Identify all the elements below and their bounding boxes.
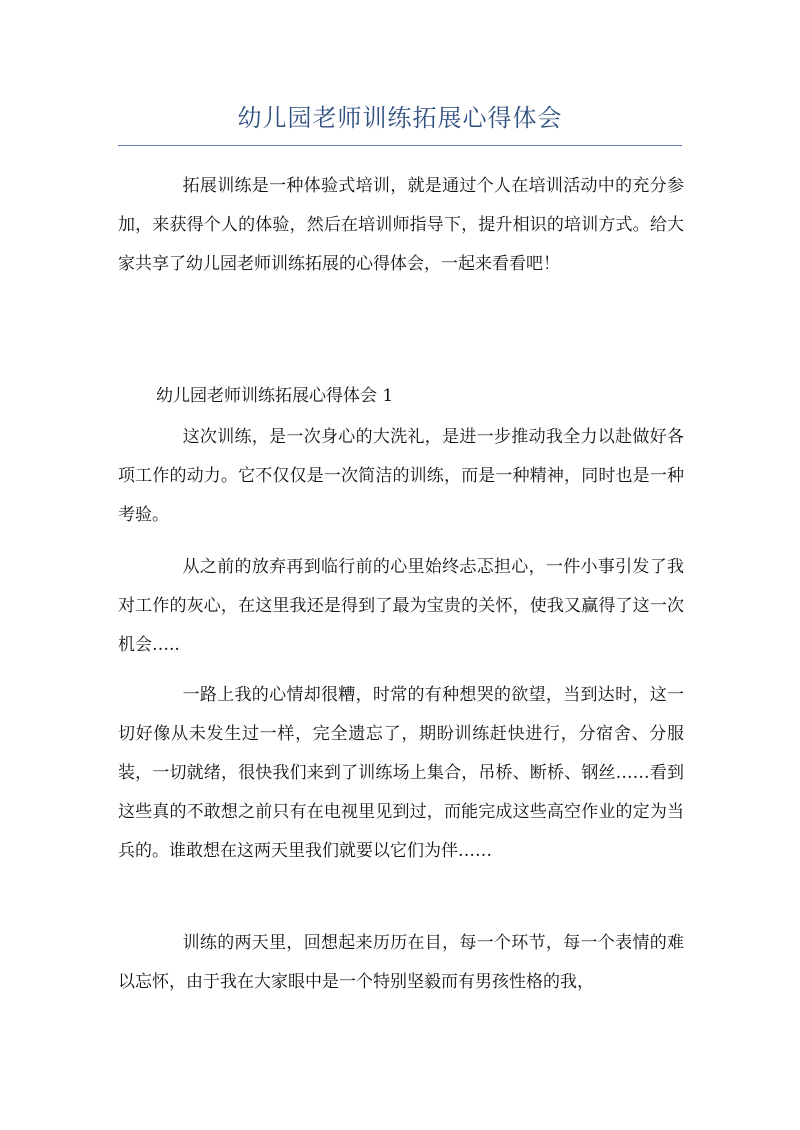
intro-paragraph: 拓展训练是一种体验式培训，就是通过个人在培训活动中的充分参加，来获得个人的体验，然后在培训师指导下，提升相识的培训方式。给大家共享了幼儿园老师训练拓展的心得体会，一起来看看吧！ bbox=[118, 176, 684, 274]
title-underline bbox=[118, 145, 682, 146]
body-paragraph: 一路上我的心情却很糟，时常的有种想哭的欲望，当到达时，这一切好像从未发生过一样，完全遗忘了，期盼训练赶快进行，分宿舍、分服装，一切就绪，很快我们来到了训练场上集合，吊桥、断桥、钢丝……看到这些真的不敢想之前只有在电视里见到过，而能完成这些高空作业的定为当兵的。谁敢想在这两天里我们就要以它们为伴…… bbox=[118, 685, 684, 861]
body-paragraph: 从之前的放弃再到临行前的心里始终忐忑担心，一件小事引发了我对工作的灰心，在这里我还是得到了最为宝贵的关怀，使我又赢得了这一次机会….. bbox=[118, 557, 684, 655]
body-paragraph: 这次训练，是一次身心的大洗礼，是进一步推动我全力以赴做好各项工作的动力。它不仅仅是一次简洁的训练，而是一种精神，同时也是一种考验。 bbox=[118, 427, 684, 525]
section-heading: 幼儿园老师训练拓展心得体会 1 bbox=[156, 386, 394, 406]
body-paragraph: 训练的两天里，回想起来历历在目，每一个环节，每一个表情的难以忘怀，由于我在大家眼中是一个特别坚毅而有男孩性格的我， bbox=[118, 933, 684, 992]
document-title: 幼儿园老师训练拓展心得体会 bbox=[237, 104, 563, 132]
